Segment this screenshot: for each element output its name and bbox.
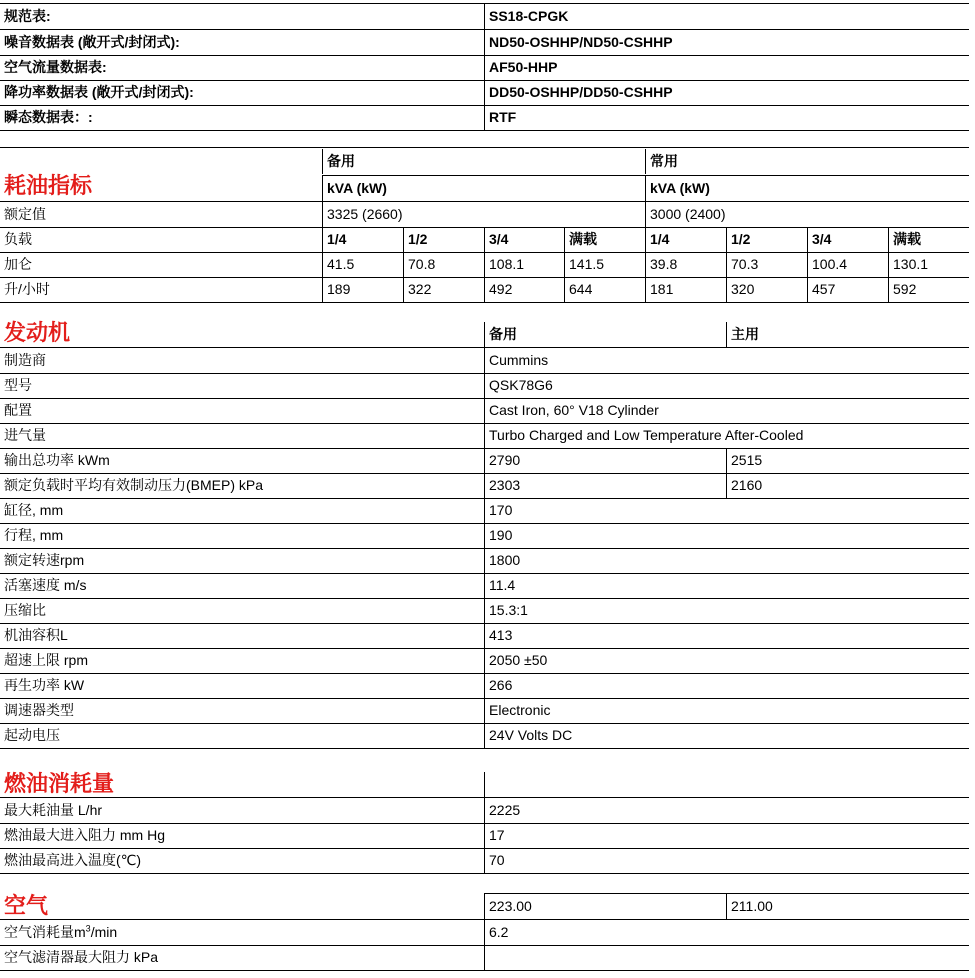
air-consumption-suffix: /min: [90, 924, 118, 940]
engine-row: [0, 498, 969, 524]
engine-row-value: 190: [484, 523, 969, 548]
engine-row: [0, 623, 969, 649]
engine-row-label: 配置: [4, 402, 32, 418]
fuel-load-cell: 1/2: [726, 227, 807, 252]
engine-row-value: Cummins: [484, 348, 969, 373]
engine-standby-label: 备用: [484, 322, 726, 347]
engine-row-value: 24V Volts DC: [484, 723, 969, 748]
fuel-lph-cell: 189: [322, 277, 403, 302]
air-section-title: 空气: [4, 893, 49, 918]
spec-value: ND50-OSHHP/ND50-CSHHP: [484, 30, 969, 55]
spec-label: 噪音数据表 (敞开式/封闭式):: [4, 34, 180, 50]
consumption-row: [0, 848, 969, 874]
engine-row: [0, 673, 969, 699]
engine-row: [0, 723, 969, 749]
fuel-rated-prime: 3000 (2400): [645, 202, 969, 227]
consumption-row-value: 2225: [484, 798, 969, 823]
engine-header-row: [0, 322, 969, 348]
engine-row: [0, 648, 969, 674]
spec-value: SS18-CPGK: [484, 4, 969, 29]
fuel-kva-label: kVA (kW): [645, 176, 969, 201]
spec-label: 空气流量数据表:: [4, 59, 107, 75]
fuel-gal-cell: 70.8: [403, 252, 484, 277]
engine-row: [0, 448, 969, 474]
spec-value: RTF: [484, 105, 969, 130]
fuel-load-cell: 3/4: [484, 227, 564, 252]
fuel-load-cell: 满载: [564, 227, 645, 252]
spec-row: [0, 30, 969, 56]
fuel-rated-row: [0, 202, 969, 228]
engine-row-value: Cast Iron, 60° V18 Cylinder: [484, 398, 969, 423]
engine-row-value: 2790: [484, 448, 726, 473]
consumption-section-title: 燃油消耗量: [4, 771, 115, 796]
consumption-header-row: [0, 772, 969, 798]
air-consumption-row: [0, 920, 969, 946]
fuel-rated-label: 额定值: [4, 206, 46, 222]
engine-row: [0, 398, 969, 424]
engine-row-label: 压缩比: [4, 602, 46, 618]
consumption-row-value: 17: [484, 823, 969, 848]
fuel-gal-cell: 100.4: [807, 252, 888, 277]
engine-row: [0, 548, 969, 574]
air-standby-value: 223.00: [484, 894, 726, 919]
fuel-header-row: [0, 149, 969, 174]
fuel-load-cell: 1/4: [322, 227, 403, 252]
engine-section-title: 发动机: [4, 320, 71, 345]
fuel-lph-cell: 457: [807, 277, 888, 302]
fuel-gal-cell: 130.1: [888, 252, 969, 277]
engine-row-label: 调速器类型: [4, 702, 74, 718]
engine-row: [0, 698, 969, 724]
air-prime-value: 211.00: [726, 894, 969, 919]
spec-value: DD50-OSHHP/DD50-CSHHP: [484, 80, 969, 105]
fuel-load-cell: 满载: [888, 227, 969, 252]
fuel-gal-label: 加仑: [4, 256, 32, 272]
engine-row-value: QSK78G6: [484, 373, 969, 398]
fuel-prime-label: 常用: [645, 149, 969, 174]
engine-row: [0, 373, 969, 399]
engine-row-value: 15.3:1: [484, 598, 969, 623]
engine-row: [0, 473, 969, 499]
engine-row-value: 170: [484, 498, 969, 523]
fuel-gal-cell: 108.1: [484, 252, 564, 277]
engine-row-label: 额定负载时平均有效制动压力(BMEP) kPa: [4, 477, 264, 493]
engine-row-value: Turbo Charged and Low Temperature After-Cooled: [484, 423, 969, 448]
fuel-gal-cell: 70.3: [726, 252, 807, 277]
fuel-kva-label: kVA (kW): [322, 176, 645, 201]
fuel-lph-label: 升/小时: [4, 281, 50, 297]
consumption-row-label: 燃油最高进入温度(℃): [4, 852, 142, 868]
engine-row-label: 起动电压: [4, 727, 60, 743]
air-filter-value: [484, 945, 969, 970]
fuel-load-cell: 1/4: [645, 227, 726, 252]
consumption-row: [0, 798, 969, 824]
fuel-load-row: [0, 227, 969, 253]
air-consumption-label-text: 空气消耗量m: [4, 924, 86, 940]
engine-row-value: 11.4: [484, 573, 969, 598]
air-consumption-sup: 3: [85, 923, 91, 934]
spec-row: [0, 4, 969, 30]
air-value-row: [0, 894, 969, 920]
engine-row-label: 机油容积L: [4, 627, 68, 643]
engine-row-label: 超速上限 rpm: [4, 652, 88, 668]
spec-label: 规范表:: [4, 8, 51, 24]
engine-row-value-prime: 2515: [726, 448, 969, 473]
fuel-rated-standby: 3325 (2660): [322, 202, 645, 227]
spec-row: [0, 80, 969, 106]
fuel-lph-row: [0, 277, 969, 303]
engine-row-label: 制造商: [4, 352, 46, 368]
consumption-row: [0, 823, 969, 849]
fuel-gal-cell: 141.5: [564, 252, 645, 277]
fuel-load-cell: 3/4: [807, 227, 888, 252]
fuel-lph-cell: 181: [645, 277, 726, 302]
fuel-lph-cell: 320: [726, 277, 807, 302]
engine-row-label: 进气量: [4, 427, 46, 443]
engine-row-value-prime: 2160: [726, 473, 969, 498]
air-consumption-value: 6.2: [484, 920, 969, 945]
fuel-lph-cell: 322: [403, 277, 484, 302]
engine-row-value: 266: [484, 673, 969, 698]
engine-row: [0, 523, 969, 549]
air-filter-row: [0, 945, 969, 971]
engine-row-label: 缸径, mm: [4, 502, 64, 518]
spec-label: 降功率数据表 (敞开式/封闭式):: [4, 84, 194, 100]
fuel-gal-row: [0, 252, 969, 278]
fuel-gal-cell: 41.5: [322, 252, 403, 277]
spec-value: AF50-HHP: [484, 55, 969, 80]
air-consumption-label: [0, 920, 484, 945]
fuel-lph-cell: 644: [564, 277, 645, 302]
fuel-load-cell: 1/2: [403, 227, 484, 252]
engine-row-value: Electronic: [484, 698, 969, 723]
engine-row: [0, 348, 969, 374]
fuel-kva-row: [0, 176, 969, 202]
engine-row-label: 活塞速度 m/s: [4, 577, 87, 593]
engine-row-value: 1800: [484, 548, 969, 573]
air-filter-label: 空气滤清器最大阻力 kPa: [4, 949, 159, 965]
engine-row-label: 再生功率 kW: [4, 677, 85, 693]
engine-row: [0, 598, 969, 624]
engine-row-value: 2050 ±50: [484, 648, 969, 673]
engine-row: [0, 423, 969, 449]
fuel-lph-cell: 492: [484, 277, 564, 302]
engine-row-label: 输出总功率 kWm: [4, 452, 110, 468]
engine-row-label: 型号: [4, 377, 32, 393]
fuel-load-label: 负载: [4, 231, 32, 247]
consumption-header-cell: [484, 772, 969, 797]
engine-row-value: 2303: [484, 473, 726, 498]
engine-prime-label: 主用: [726, 322, 969, 347]
spec-label: 瞬态数据表：:: [4, 109, 93, 125]
consumption-row-label: 燃油最大进入阻力 mm Hg: [4, 827, 165, 843]
fuel-gal-cell: 39.8: [645, 252, 726, 277]
engine-row-label: 行程, mm: [4, 527, 64, 543]
fuel-standby-label: 备用: [322, 149, 645, 174]
spec-row: [0, 105, 969, 131]
engine-row-label: 额定转速rpm: [4, 552, 85, 568]
fuel-lph-cell: 592: [888, 277, 969, 302]
fuel-top-rule: [0, 147, 969, 148]
consumption-row-value: 70: [484, 848, 969, 873]
fuel-section-title: 耗油指标: [4, 173, 93, 198]
consumption-row-label: 最大耗油量 L/hr: [4, 802, 103, 818]
engine-row: [0, 573, 969, 599]
spec-row: [0, 55, 969, 81]
engine-row-value: 413: [484, 623, 969, 648]
